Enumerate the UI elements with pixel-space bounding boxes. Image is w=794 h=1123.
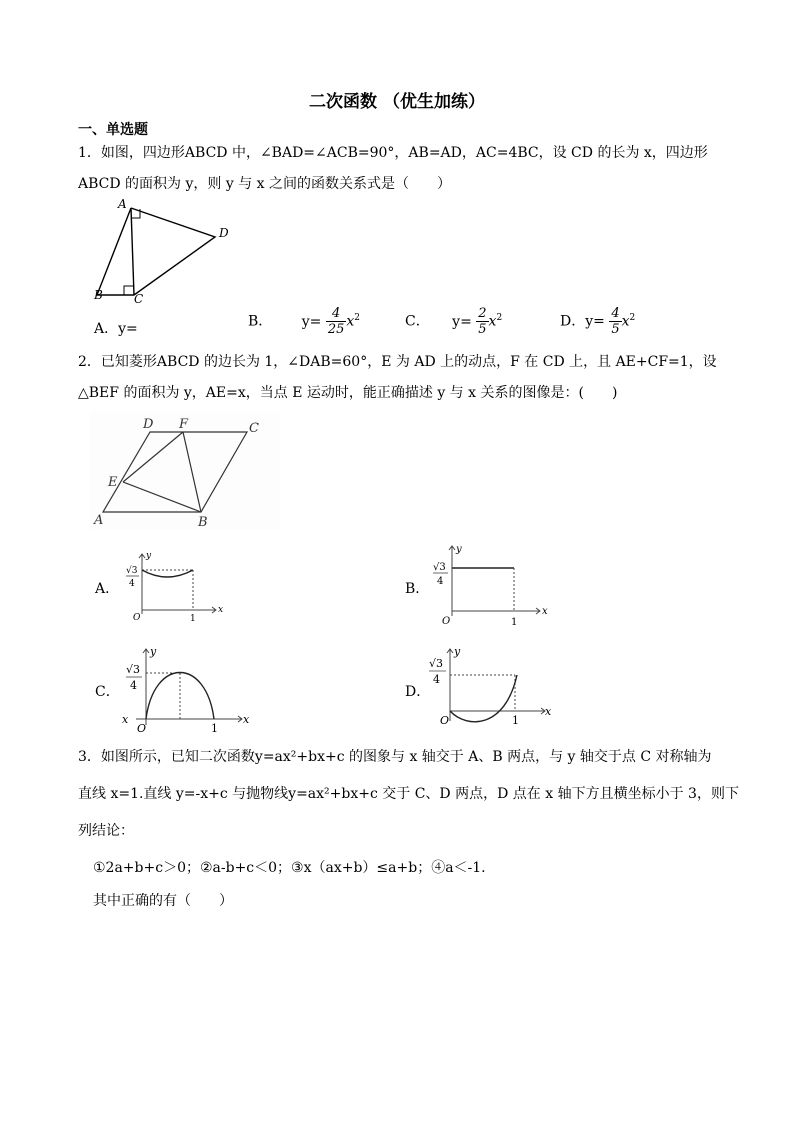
svg-text:x: x [122, 713, 129, 726]
svg-text:√3: √3 [126, 663, 141, 676]
svg-text:1: 1 [211, 722, 218, 735]
svg-text:y: y [146, 551, 152, 561]
q1-option-a: A．y= [94, 321, 138, 337]
q2-label-b: B [198, 515, 208, 530]
q1-text-line1: 1．如图，四边形ABCD 中，∠BAD=∠ACB=90°，AB=AD，AC=4BC，设 CD 的长为 x，四边形 [78, 145, 708, 161]
q3-ask: 其中正确的有（ ） [93, 893, 233, 909]
q1-option-d: D．y= $\frac{4}{5}$ $x^2$ [560, 306, 636, 337]
q2-graph-b [428, 540, 553, 630]
q2-option-b-label: B． [405, 581, 430, 597]
svg-text:O: O [133, 613, 141, 623]
svg-text:y: y [454, 645, 461, 658]
q1-option-c: C． y= $\frac{2}{5}$ $x^2$ [405, 306, 503, 337]
q3-text-line3: 列结论： [78, 823, 134, 839]
svg-text:x: x [545, 705, 552, 718]
q1-label-d: D [219, 226, 229, 240]
q2-text-line2: △BEF 的面积为 y，AE=x，当点 E 运动时，能正确描述 y 与 x 关系的图像是：( ) [78, 385, 618, 401]
svg-text:O: O [442, 616, 451, 627]
q1-text-line2: ABCD 的面积为 y，则 y 与 x 之间的函数关系式是（ ） [78, 176, 452, 192]
q2-graph-c [118, 643, 253, 739]
svg-text:y: y [150, 645, 157, 658]
q2-graph-a [118, 548, 228, 626]
svg-text:4: 4 [130, 679, 137, 692]
svg-text:x: x [542, 606, 548, 617]
q2-rhombus-figure [90, 412, 280, 530]
q2-graph-d [425, 643, 555, 731]
svg-text:O: O [440, 714, 450, 727]
q3-text-line2: 直线 x=1.直线 y=-x+c 与抛物线y=ax²+bx+c 交于 C、D 两点，D 点在 x 轴下方且横坐标小于 3，则下 [78, 786, 739, 802]
q3-text-line1: 3．如图所示，已知二次函数y=ax²+bx+c 的图象与 x 轴交于 A、B 两点，与 y 轴交于点 C 对称轴为 [78, 749, 712, 765]
q1-label-c: C [134, 292, 144, 306]
svg-text:1: 1 [512, 714, 519, 727]
q1-label-a: A [118, 197, 127, 211]
svg-text:1: 1 [190, 614, 196, 624]
q2-label-e: E [108, 475, 118, 490]
q2-option-c-label: C． [95, 684, 120, 700]
q1-option-b: B． y= $\frac{4}{25}$ $x^2$ [248, 306, 361, 337]
q2-label-a: A [94, 513, 104, 528]
q2-label-d: D [143, 417, 154, 432]
svg-text:4: 4 [433, 673, 440, 686]
svg-text:O: O [137, 722, 147, 735]
q2-option-a-label: A． [95, 581, 120, 597]
q2-label-c: C [249, 421, 259, 436]
svg-text:4: 4 [129, 579, 135, 589]
svg-text:√3: √3 [126, 566, 138, 576]
q2-option-d-label: D． [405, 684, 431, 700]
q1-label-b: B [94, 288, 103, 302]
q3-conclusions: ①2a+b+c＞0；②a-b+c＜0；③x（ax+b）≤a+b；④a＜-1. [93, 860, 486, 876]
svg-text:1: 1 [511, 617, 518, 628]
svg-text:4: 4 [437, 576, 444, 587]
q2-text-line1: 2．已知菱形ABCD 的边长为 1，∠DAB=60°，E 为 AD 上的动点，F 在 CD 上，且 AE+CF=1，设 [78, 354, 717, 370]
q1-quadrilateral-figure [88, 196, 238, 308]
svg-text:√3: √3 [433, 562, 446, 573]
section-heading: 一、单选题 [78, 122, 148, 138]
svg-text:x: x [243, 713, 250, 726]
svg-text:√3: √3 [429, 657, 444, 670]
page-title: 二次函数 （优生加练） [309, 92, 485, 112]
svg-text:y: y [456, 544, 462, 555]
svg-text:x: x [218, 605, 224, 615]
q2-label-f: F [179, 417, 189, 432]
